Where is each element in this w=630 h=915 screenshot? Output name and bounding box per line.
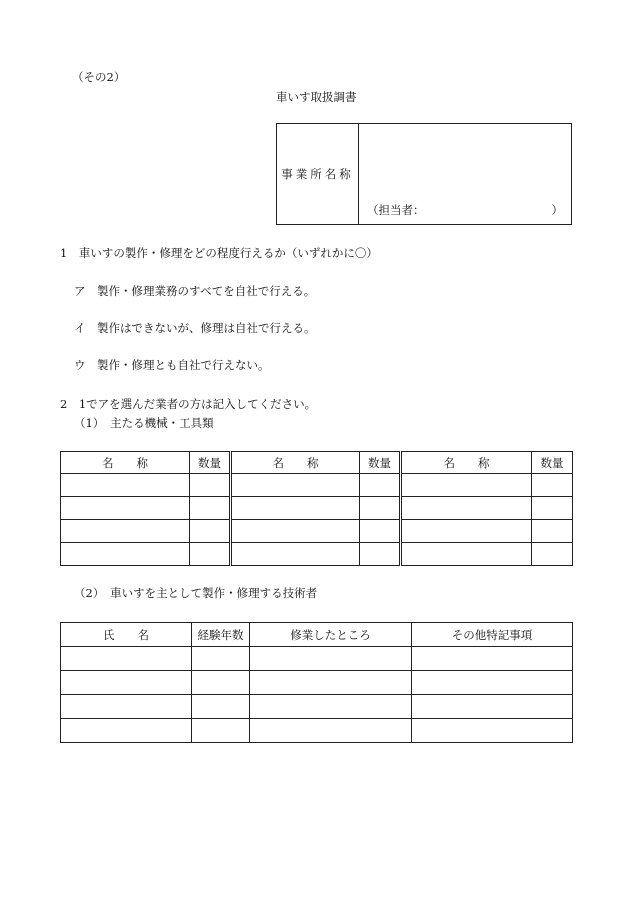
question-2-heading: 2 1でアを選んだ業者の方は記入してください。 [60,397,317,411]
question-1-heading: 1 車いすの製作・修理をどの程度行えるか（いずれかに〇） [60,246,378,260]
question-1-option-u: ウ 製作・修理とも自社で行えない。 [74,358,270,372]
tools-cell[interactable] [190,543,231,566]
tools-header-name: 名 称 [401,452,532,474]
table-row [61,474,573,497]
tech-cell[interactable] [250,647,412,671]
contact-person-label: （担当者： [367,203,425,217]
tools-cell[interactable] [190,497,231,520]
tools-cell[interactable] [231,520,360,543]
office-name-field[interactable] [359,124,572,225]
tools-header-qty: 数量 [532,452,573,474]
tools-cell[interactable] [190,474,231,497]
tech-cell[interactable] [412,647,573,671]
contact-person [367,202,563,218]
tools-cell[interactable] [61,474,190,497]
tech-header-name: 氏 名 [61,623,192,647]
tools-cell[interactable] [360,520,401,543]
office-table [276,123,572,225]
table-row [61,543,573,566]
question-1-option-a: ア 製作・修理業務のすべてを自社で行える。 [74,284,316,298]
office-name-label: 事業所名称 [277,124,359,225]
tech-cell[interactable] [412,671,573,695]
table-row [61,695,573,719]
table-row [61,497,573,520]
table-row [61,719,573,743]
tools-header-qty: 数量 [190,452,231,474]
tech-cell[interactable] [61,647,192,671]
tech-cell[interactable] [61,695,192,719]
tech-cell[interactable] [412,719,573,743]
question-1-option-i: イ 製作はできないが、修理は自社で行える。 [74,321,316,335]
tools-header-name: 名 称 [231,452,360,474]
tech-cell[interactable] [61,671,192,695]
tools-cell[interactable] [401,543,532,566]
tech-cell[interactable] [192,671,250,695]
tech-cell[interactable] [250,671,412,695]
tech-cell[interactable] [250,695,412,719]
tech-cell[interactable] [192,695,250,719]
tools-cell[interactable] [401,520,532,543]
tools-cell[interactable] [61,497,190,520]
tools-header-name: 名 称 [61,452,190,474]
tech-header-training-place: 修業したところ [250,623,412,647]
contact-person-close: ） [551,203,563,217]
tools-cell[interactable] [360,474,401,497]
tools-cell[interactable] [532,497,573,520]
tech-cell[interactable] [412,695,573,719]
tools-cell[interactable] [532,543,573,566]
tools-cell[interactable] [401,497,532,520]
question-2-sub-1: （1） 主たる機械・工具類 [74,416,214,430]
question-2-sub-2: （2） 車いすを主として製作・修理する技術者 [74,586,318,600]
tools-cell[interactable] [190,520,231,543]
table-row [61,647,573,671]
tools-cell[interactable] [532,474,573,497]
tools-cell[interactable] [532,520,573,543]
page-title: 車いす取扱調書 [276,90,357,104]
tools-cell[interactable] [61,543,190,566]
tech-cell[interactable] [61,719,192,743]
technicians-table [60,622,573,743]
table-row [61,671,573,695]
tools-cell[interactable] [231,474,360,497]
tech-header-years: 経験年数 [192,623,250,647]
tools-table [60,451,573,566]
tools-cell[interactable] [231,497,360,520]
table-row [61,520,573,543]
tools-cell[interactable] [61,520,190,543]
tech-header-remarks: その他特記事項 [412,623,573,647]
tools-cell[interactable] [401,474,532,497]
tech-cell[interactable] [250,719,412,743]
tech-cell[interactable] [192,647,250,671]
tools-cell[interactable] [360,497,401,520]
page-number: （その2） [72,70,126,84]
tools-header-qty: 数量 [360,452,401,474]
tools-cell[interactable] [231,543,360,566]
tech-cell[interactable] [192,719,250,743]
tools-cell[interactable] [360,543,401,566]
